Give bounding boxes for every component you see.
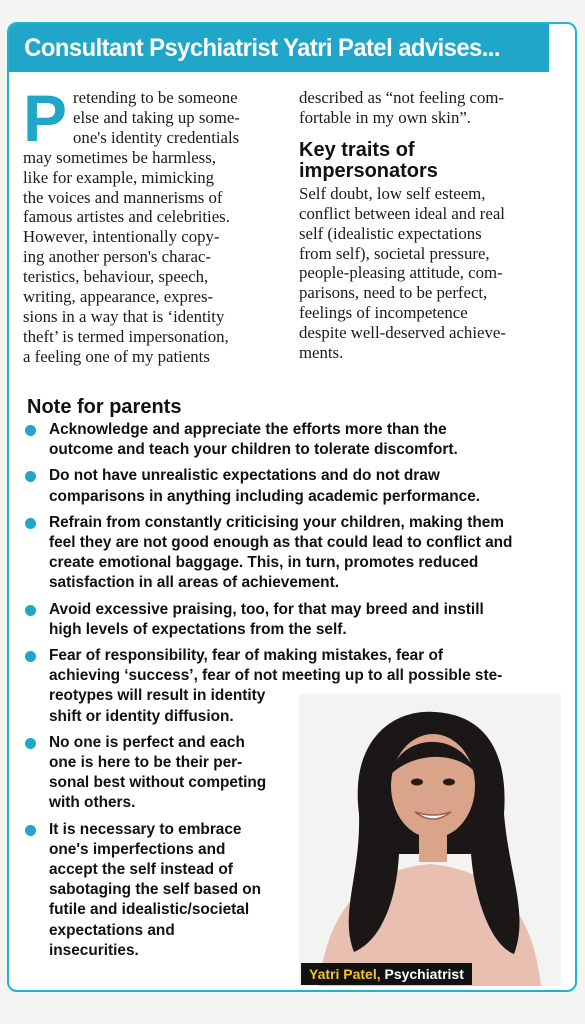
text-line: parisons, need to be perfect, <box>299 283 488 303</box>
parents-tip-item <box>23 466 563 506</box>
article-headline: Consultant Psychiatrist Yatri Patel advises... <box>9 24 549 72</box>
tip-text-line: Fear of responsibility, fear of making mistakes, fear of <box>49 647 444 665</box>
text-line: However, intentionally copy- <box>23 227 220 247</box>
tip-text-line: No one is perfect and each <box>49 733 245 751</box>
traits-heading <box>299 140 561 182</box>
tip-text-line: comparisons in anything including academic performance. <box>49 487 481 505</box>
tip-text-line: Acknowledge and appreciate the efforts more than the <box>49 421 447 438</box>
traits-text <box>299 184 561 363</box>
bullet-dot-icon <box>25 825 36 836</box>
tip-text-line: one is here to be their per- <box>49 754 243 772</box>
article-card <box>7 22 577 992</box>
bullet-dot-icon <box>25 651 36 662</box>
bullet-dot-icon <box>25 605 36 616</box>
tip-text-line: sonal best without competing <box>49 774 267 792</box>
text-line: ing another person's charac- <box>23 247 212 267</box>
tip-text-line: create emotional baggage. This, in turn, promotes reduced <box>49 554 479 572</box>
text-line: the voices and mannerisms of <box>23 187 223 207</box>
tip-text-line: insecurities. <box>49 941 139 959</box>
intro-column-right <box>299 88 561 363</box>
text-line: one's identity credentials <box>73 127 240 147</box>
text-line: from self), societal pressure, <box>299 243 490 263</box>
bullet-dot-icon <box>25 518 36 529</box>
tip-text-line: achieving ‘success’, fear of not meeting up to all possible ste- <box>49 667 503 685</box>
text-line: else and taking up some- <box>73 107 240 127</box>
tip-text-line: high levels of expectations from the self. <box>49 620 347 638</box>
tip-text-line: Refrain from constantly criticising your children, making them <box>49 513 504 531</box>
tip-text-line: with others. <box>49 794 136 812</box>
bullet-dot-icon <box>25 738 36 749</box>
text-line: a feeling one of my patients <box>23 346 210 366</box>
bullet-dot-icon <box>25 425 36 436</box>
text-line: retending to be someone <box>73 88 238 107</box>
traits-heading-line: Key traits of <box>299 138 415 161</box>
parents-tip-item <box>23 513 563 594</box>
tip-text-line: feel they are not good enough as that could lead to conflict and <box>49 534 513 552</box>
text-line: Self doubt, low self esteem, <box>299 183 486 203</box>
text-line: teristics, behaviour, speech, <box>23 267 209 287</box>
intro-continuation <box>299 88 561 128</box>
text-line: writing, appearance, expres- <box>23 287 214 307</box>
intro-column-left <box>23 81 281 367</box>
traits-heading-line: impersonators <box>299 159 438 182</box>
tip-text-line: outcome and teach your children to tolerate discomfort. <box>49 441 458 459</box>
parents-tip-item <box>23 600 563 640</box>
parents-heading: Note for parents <box>27 396 182 418</box>
portrait-illustration <box>299 694 561 986</box>
caption-name: Yatri Patel, <box>309 966 381 982</box>
tip-text-line: sabotaging the self based on <box>49 881 262 899</box>
text-line: ments. <box>299 343 344 363</box>
text-line: self (idealistic expectations <box>299 223 482 243</box>
text-line: described as “not feeling com- <box>299 88 505 107</box>
tip-text-line: It is necessary to embrace <box>49 820 242 838</box>
tip-text-line: satisfaction in all areas of achievement. <box>49 574 339 592</box>
tip-text-line: one's imperfections and <box>49 840 226 858</box>
tip-text-line: reotypes will result in identity <box>49 687 266 705</box>
text-line: like for example, mimicking <box>23 167 215 187</box>
text-line: theft’ is termed impersonation, <box>23 326 229 346</box>
caption-role: Psychiatrist <box>380 966 464 982</box>
text-line: may sometimes be harmless, <box>23 147 216 167</box>
text-line: sions in a way that is ‘identity <box>23 306 225 326</box>
tip-text-line: Do not have unrealistic expectations and do not draw <box>49 467 440 485</box>
tip-text-line: futile and idealistic/societal <box>49 901 250 919</box>
portrait-photo <box>299 694 561 986</box>
text-line: fortable in my own skin”. <box>299 107 471 127</box>
text-line: despite well-deserved achieve- <box>299 323 506 343</box>
tip-text-line: expectations and <box>49 921 175 939</box>
text-line: feelings of incompetence <box>299 303 468 323</box>
parents-tip-item <box>23 420 563 460</box>
tip-text-line: shift or identity diffusion. <box>49 707 234 725</box>
drop-cap: P <box>23 81 68 155</box>
text-line: famous artistes and celebrities. <box>23 207 230 227</box>
tip-text-line: Avoid excessive praising, too, for that may breed and instill <box>49 600 484 618</box>
text-line: people-pleasing attitude, com- <box>299 263 503 283</box>
text-line: conflict between ideal and real <box>299 203 505 223</box>
photo-caption <box>301 963 472 985</box>
bullet-dot-icon <box>25 471 36 482</box>
tip-text-line: accept the self instead of <box>49 861 233 879</box>
